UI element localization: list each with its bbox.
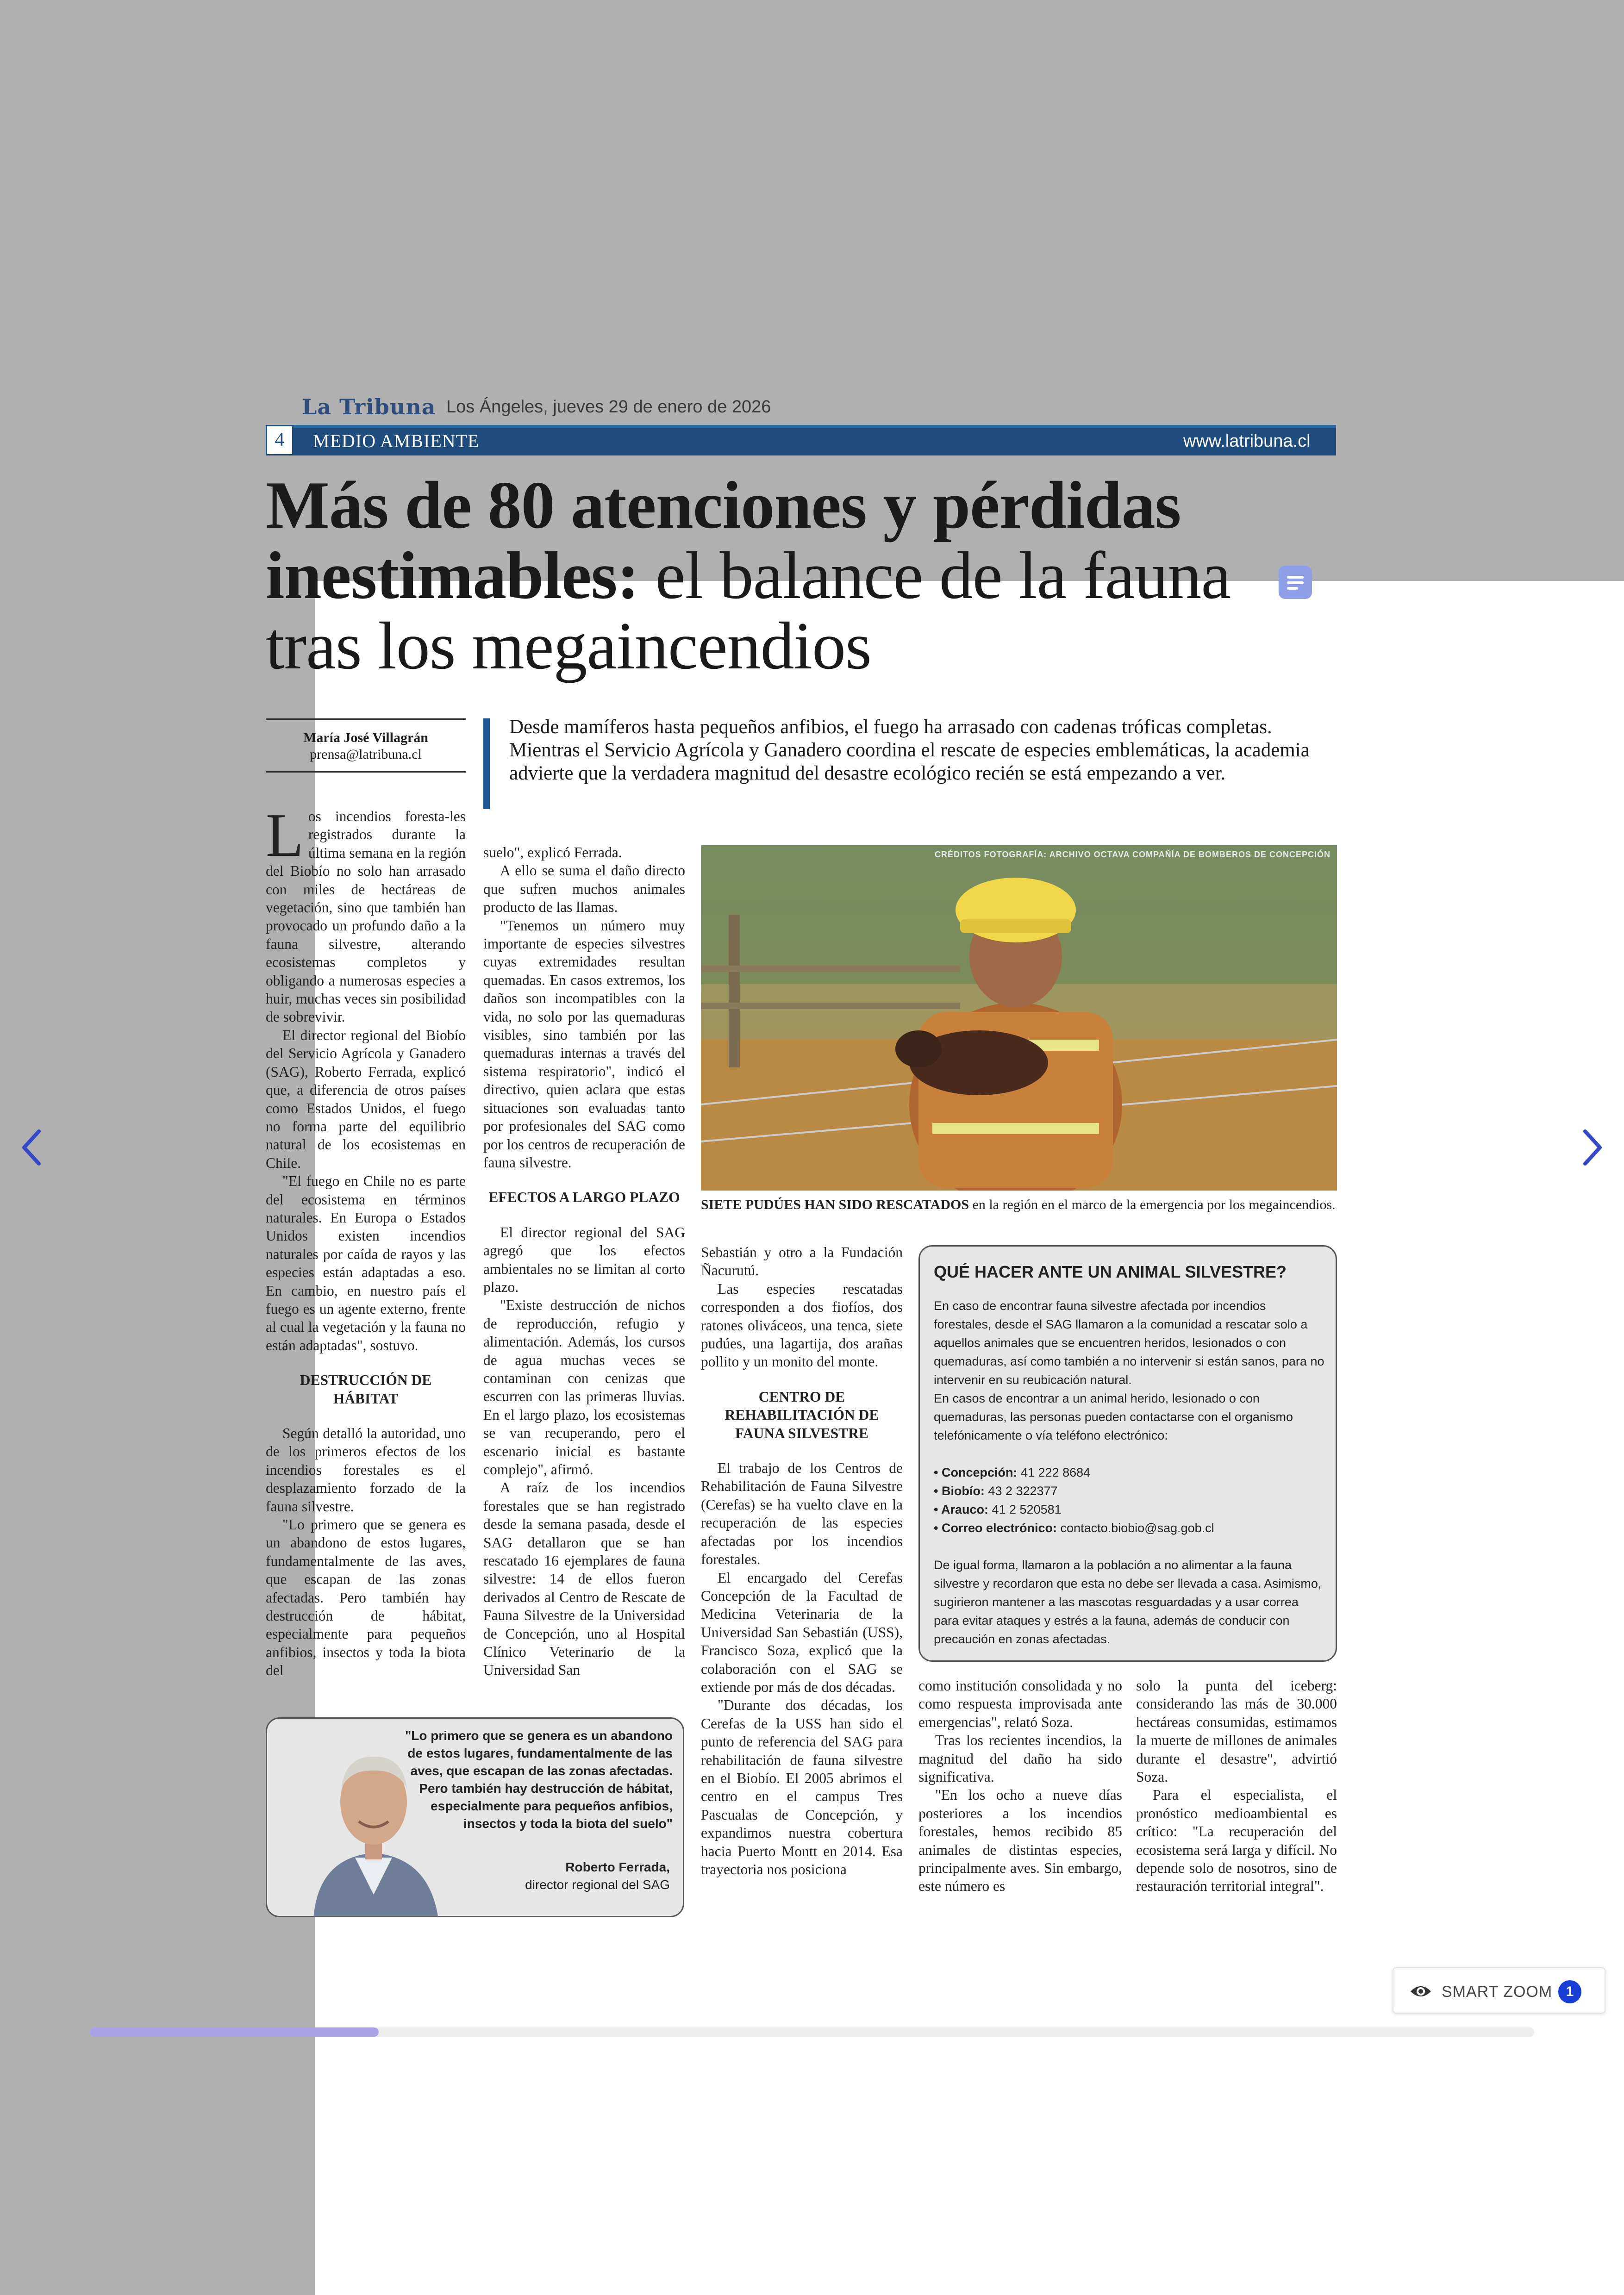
paragraph: suelo", explicó Ferrada. — [483, 844, 622, 861]
paragraph: El trabajo de los Centros de Rehabilitación de Fauna Silvestre (Cerefas) se ha vuelto clave en la recuperación de las especies afectadas por los incendios forestales. — [701, 1460, 903, 1568]
info-paragraph: En caso de encontrar fauna silvestre afectada por incendios forestales, desde el SAG llamaron a la comunidad a rescatar solo a aquellos animales que se encuentren heridos, lesionados o con quemaduras, así como también a no intervenir si están sanos, para no intervenir en su reubicación natural. — [934, 1299, 1324, 1387]
drop-cap: L — [266, 801, 304, 869]
next-page-arrow-icon[interactable] — [1572, 1122, 1614, 1173]
photo-caption — [701, 1196, 1337, 1214]
article-column-4 — [918, 1677, 1122, 1896]
headline — [266, 470, 1340, 681]
byline — [266, 730, 466, 763]
previous-page-arrow-icon[interactable] — [10, 1122, 52, 1173]
caption-bold: SIETE PUDÚES HAN SIDO RESCATADOS — [701, 1197, 969, 1212]
article-photo — [701, 845, 1337, 1191]
subheading: CENTRO DE REHABILITACIÓN DE FAUNA SILVESTRE — [725, 1388, 879, 1441]
info-paragraph: De igual forma, llamaron a la población a no alimentar a la fauna silvestre y recordaron que esta no debe ser llevada a casa. Asimismo, sugirieron mantener a las mascotas resguardadas y a usar correa para evitar ataques y estrés a la fauna, además de conducir con precaución en zonas afectadas. — [934, 1558, 1322, 1646]
info-box-body — [934, 1297, 1325, 1648]
paragraph: "En los ocho a nueve días posteriores a los incendios forestales, hemos recibido 85 animales de distintas especies, principalmente aves. Sin embargo, este número es — [918, 1787, 1122, 1895]
paragraph: "Lo primero que se genera es un abandono de estos lugares, fundamentalmente de las aves, que escapan de las zonas afectadas. Pero también hay destrucción de hábitat, especialmente para pequeños anfibios, insectos y toda la biota del — [266, 1516, 466, 1679]
section-name: MEDIO AMBIENTE — [313, 430, 480, 451]
paragraph: Para el especialista, el pronóstico medioambiental es crítico: "La recuperación del ecosistema será larga y difícil. No depende solo de nosotros, sino de restauración territorial integral". — [1136, 1787, 1337, 1895]
quote-box — [266, 1717, 684, 1917]
headline-rest: el balance de la fauna tras los megaincendios — [266, 538, 1231, 683]
quote-attribution — [525, 1858, 670, 1894]
byline-rule-top — [266, 718, 466, 720]
paragraph: como institución consolidada y no como respuesta improvisada ante emergencias", relató Soza. — [918, 1678, 1122, 1730]
paragraph: "Durante dos décadas, los Cerefas de la USS han sido el punto de referencia del SAG para rehabilitación de fauna silvestre en el Biobío. El 2005 abrimos el centro en el campus Tres Pascualas de Concepción, y expandimos nuestra cobertura hacia Puerto Montt en 2014. Esa trayectoria nos posiciona — [701, 1697, 903, 1877]
article-column-5 — [1136, 1677, 1337, 1896]
quote-author-role: director regional del SAG — [525, 1877, 670, 1892]
page-number: 4 — [266, 425, 294, 455]
contact-item: • Biobío: 43 2 322377 — [934, 1484, 1058, 1498]
lead-accent-bar — [483, 718, 490, 809]
paragraph: Sebastián y otro a la Fundación Ñacurutú. — [701, 1244, 903, 1279]
paragraph: "El fuego en Chile no es parte del ecosistema en términos naturales. En Europa o Estados Unidos existen incendios naturales por caída de rayos y las especies están adaptadas a eso. En cambio, en nuestro país el fuego es un agente externo, frente al cual la vegetación y la fauna no están adaptadas", sostuvo. — [266, 1173, 466, 1353]
subheading: EFECTOS A LARGO PLAZO — [488, 1189, 680, 1206]
article-column-2 — [483, 843, 685, 1679]
firefighter-rescue-image — [701, 845, 1337, 1191]
info-paragraph: En casos de encontrar a un animal herido, lesionado o con quemaduras, las personas pueden contactarse con el organismo telefónicamente o vía teléfono electrónico: — [934, 1391, 1293, 1442]
byline-rule-bottom — [266, 771, 466, 773]
article-column-3 — [701, 1243, 903, 1878]
paragraph: El encargado del Cerefas Concepción de la Facultad de Medicina Veterinaria de la Universidad San Sebastián (USS), Francisco Soza, explicó que la colaboración con el SAG se extiende por más de dos décadas. — [701, 1569, 903, 1695]
masthead-logo: La Tribuna — [302, 394, 436, 419]
contact-list — [934, 1463, 1325, 1537]
headline-bold: Más de 80 atenciones y pérdidas inestimables: — [266, 468, 1181, 613]
dateline: Los Ángeles, jueves 29 de enero de 2026 — [446, 397, 771, 417]
photo-credit: CRÉDITOS FOTOGRAFÍA: ARCHIVO OCTAVA COMPAÑÍA DE BOMBEROS DE CONCEPCIÓN — [934, 850, 1330, 859]
paragraph: Las especies rescatadas corresponden a dos fiofíos, dos ratones oliváceos, una tenca, siete pudúes, una lagartija, dos arañas pollito y un monito del monte. — [701, 1280, 903, 1370]
paragraph: os incendios foresta-les registrados durante la última semana en la región del Biobío no solo han arrasado con miles de hectáreas de vegetación, sino que también han provocado un profundo daño a la fauna silvestre, alterando ecosistemas completos y obligando a numerosas especies a huir, muchas veces sin posibilidad de sobrevivir. — [266, 808, 466, 1025]
contact-item: • Concepción: 41 222 8684 — [934, 1466, 1091, 1479]
paragraph: "Existe destrucción de nichos de reproducción, refugio y alimentación. Además, los cursos de agua muchas veces se contaminan con cenizas que escurren con las primeras lluvias. En el largo plazo, los ecosistemas se van recuperando, pero el escenario inicial es bastante complejo", afirmó. — [483, 1297, 685, 1478]
paragraph: A ello se suma el daño directo que sufren muchos animales producto de las llamas. — [483, 862, 685, 916]
paragraph: "Tenemos un número muy importante de especies silvestres cuyas extremidades resultan quemadas. En casos extremos, los daños son incompatibles con la vida, no solo por las quemaduras visibles, sino también por las quemaduras internas a través del sistema respiratorio", indicó el directivo, quien aclara que estas situaciones son evaluadas tanto por profesionales del SAG como por los centros de recuperación de fauna silvestre. — [483, 917, 685, 1171]
caption-rest: en la región en el marco de la emergencia por los megaincendios. — [972, 1197, 1336, 1212]
eye-icon — [1409, 1982, 1432, 2001]
paragraph: Tras los recientes incendios, la magnitud del daño ha sido significativa. — [918, 1732, 1122, 1785]
smart-zoom-label: SMART ZOOM — [1442, 1983, 1553, 2001]
website-url: www.latribuna.cl — [1183, 431, 1311, 451]
paragraph: El director regional del Biobío del Servicio Agrícola y Ganadero (SAG), Roberto Ferrada, explicó que, a diferencia de otros países como Estados Unidos, el fuego no forma parte del equilibrio natural de los ecosistemas en Chile. — [266, 1027, 466, 1171]
contact-item: • Arauco: 41 2 520581 — [934, 1503, 1062, 1516]
paragraph: A raíz de los incendios forestales que se han registrado desde la semana pasada, desde el SAG detallaron que se han rescatado 16 ejemplares de fauna silvestre: 14 de ellos fueron derivados al Centro de Rescate de Fauna Silvestre de la Universidad de Concepción, uno al Hospital Clínico Veterinario de la Universidad San — [483, 1479, 685, 1678]
paragraph: Según detalló la autoridad, uno de los primeros efectos de los incendios forestales es el desplazamiento forzado de la fauna silvestre. — [266, 1425, 466, 1515]
subheading: DESTRUCCIÓN DE HÁBITAT — [300, 1372, 432, 1407]
article-column-1 — [266, 801, 466, 1680]
note-icon[interactable] — [1279, 566, 1312, 599]
paragraph: solo la punta del iceberg: considerando las más de 30.000 hectáreas consumidas, estimamos la muerte de millones de animales durante el desastre", advirtió Soza. — [1136, 1678, 1337, 1785]
smart-zoom-button[interactable] — [1393, 1967, 1605, 2014]
article-lead: Desde mamíferos hasta pequeños anfibios, el fuego ha arrasado con cadenas tróficas completas. Mientras el Servicio Agrícola y Ganadero coordina el rescate de especies emblemáticas, la academia advierte que la verdadera magnitud del desastre ecológico recién se está empezando a ver. — [509, 716, 1310, 784]
reading-progress-fill — [90, 2027, 379, 2037]
info-box — [918, 1245, 1337, 1662]
contact-item: • Correo electrónico: contacto.biobio@sag.gob.cl — [934, 1521, 1214, 1535]
author-name: María José Villagrán — [303, 730, 428, 745]
smart-zoom-badge: 1 — [1558, 1980, 1581, 2003]
info-box-title: QUÉ HACER ANTE UN ANIMAL SILVESTRE? — [934, 1262, 1287, 1281]
paragraph: El director regional del SAG agregó que los efectos ambientales no se limitan al corto plazo. — [483, 1224, 685, 1295]
quote-author-name: Roberto Ferrada, — [565, 1860, 670, 1874]
pull-quote: "Lo primero que se genera es un abandono de estos lugares, fundamentalmente de las aves, que escapan de las zonas afectadas. Pero también hay destrucción de hábitat, especialmente para pequeños anfibios, insectos y toda la biota del suelo" — [405, 1728, 673, 1831]
author-email: prensa@latribuna.cl — [310, 747, 422, 762]
